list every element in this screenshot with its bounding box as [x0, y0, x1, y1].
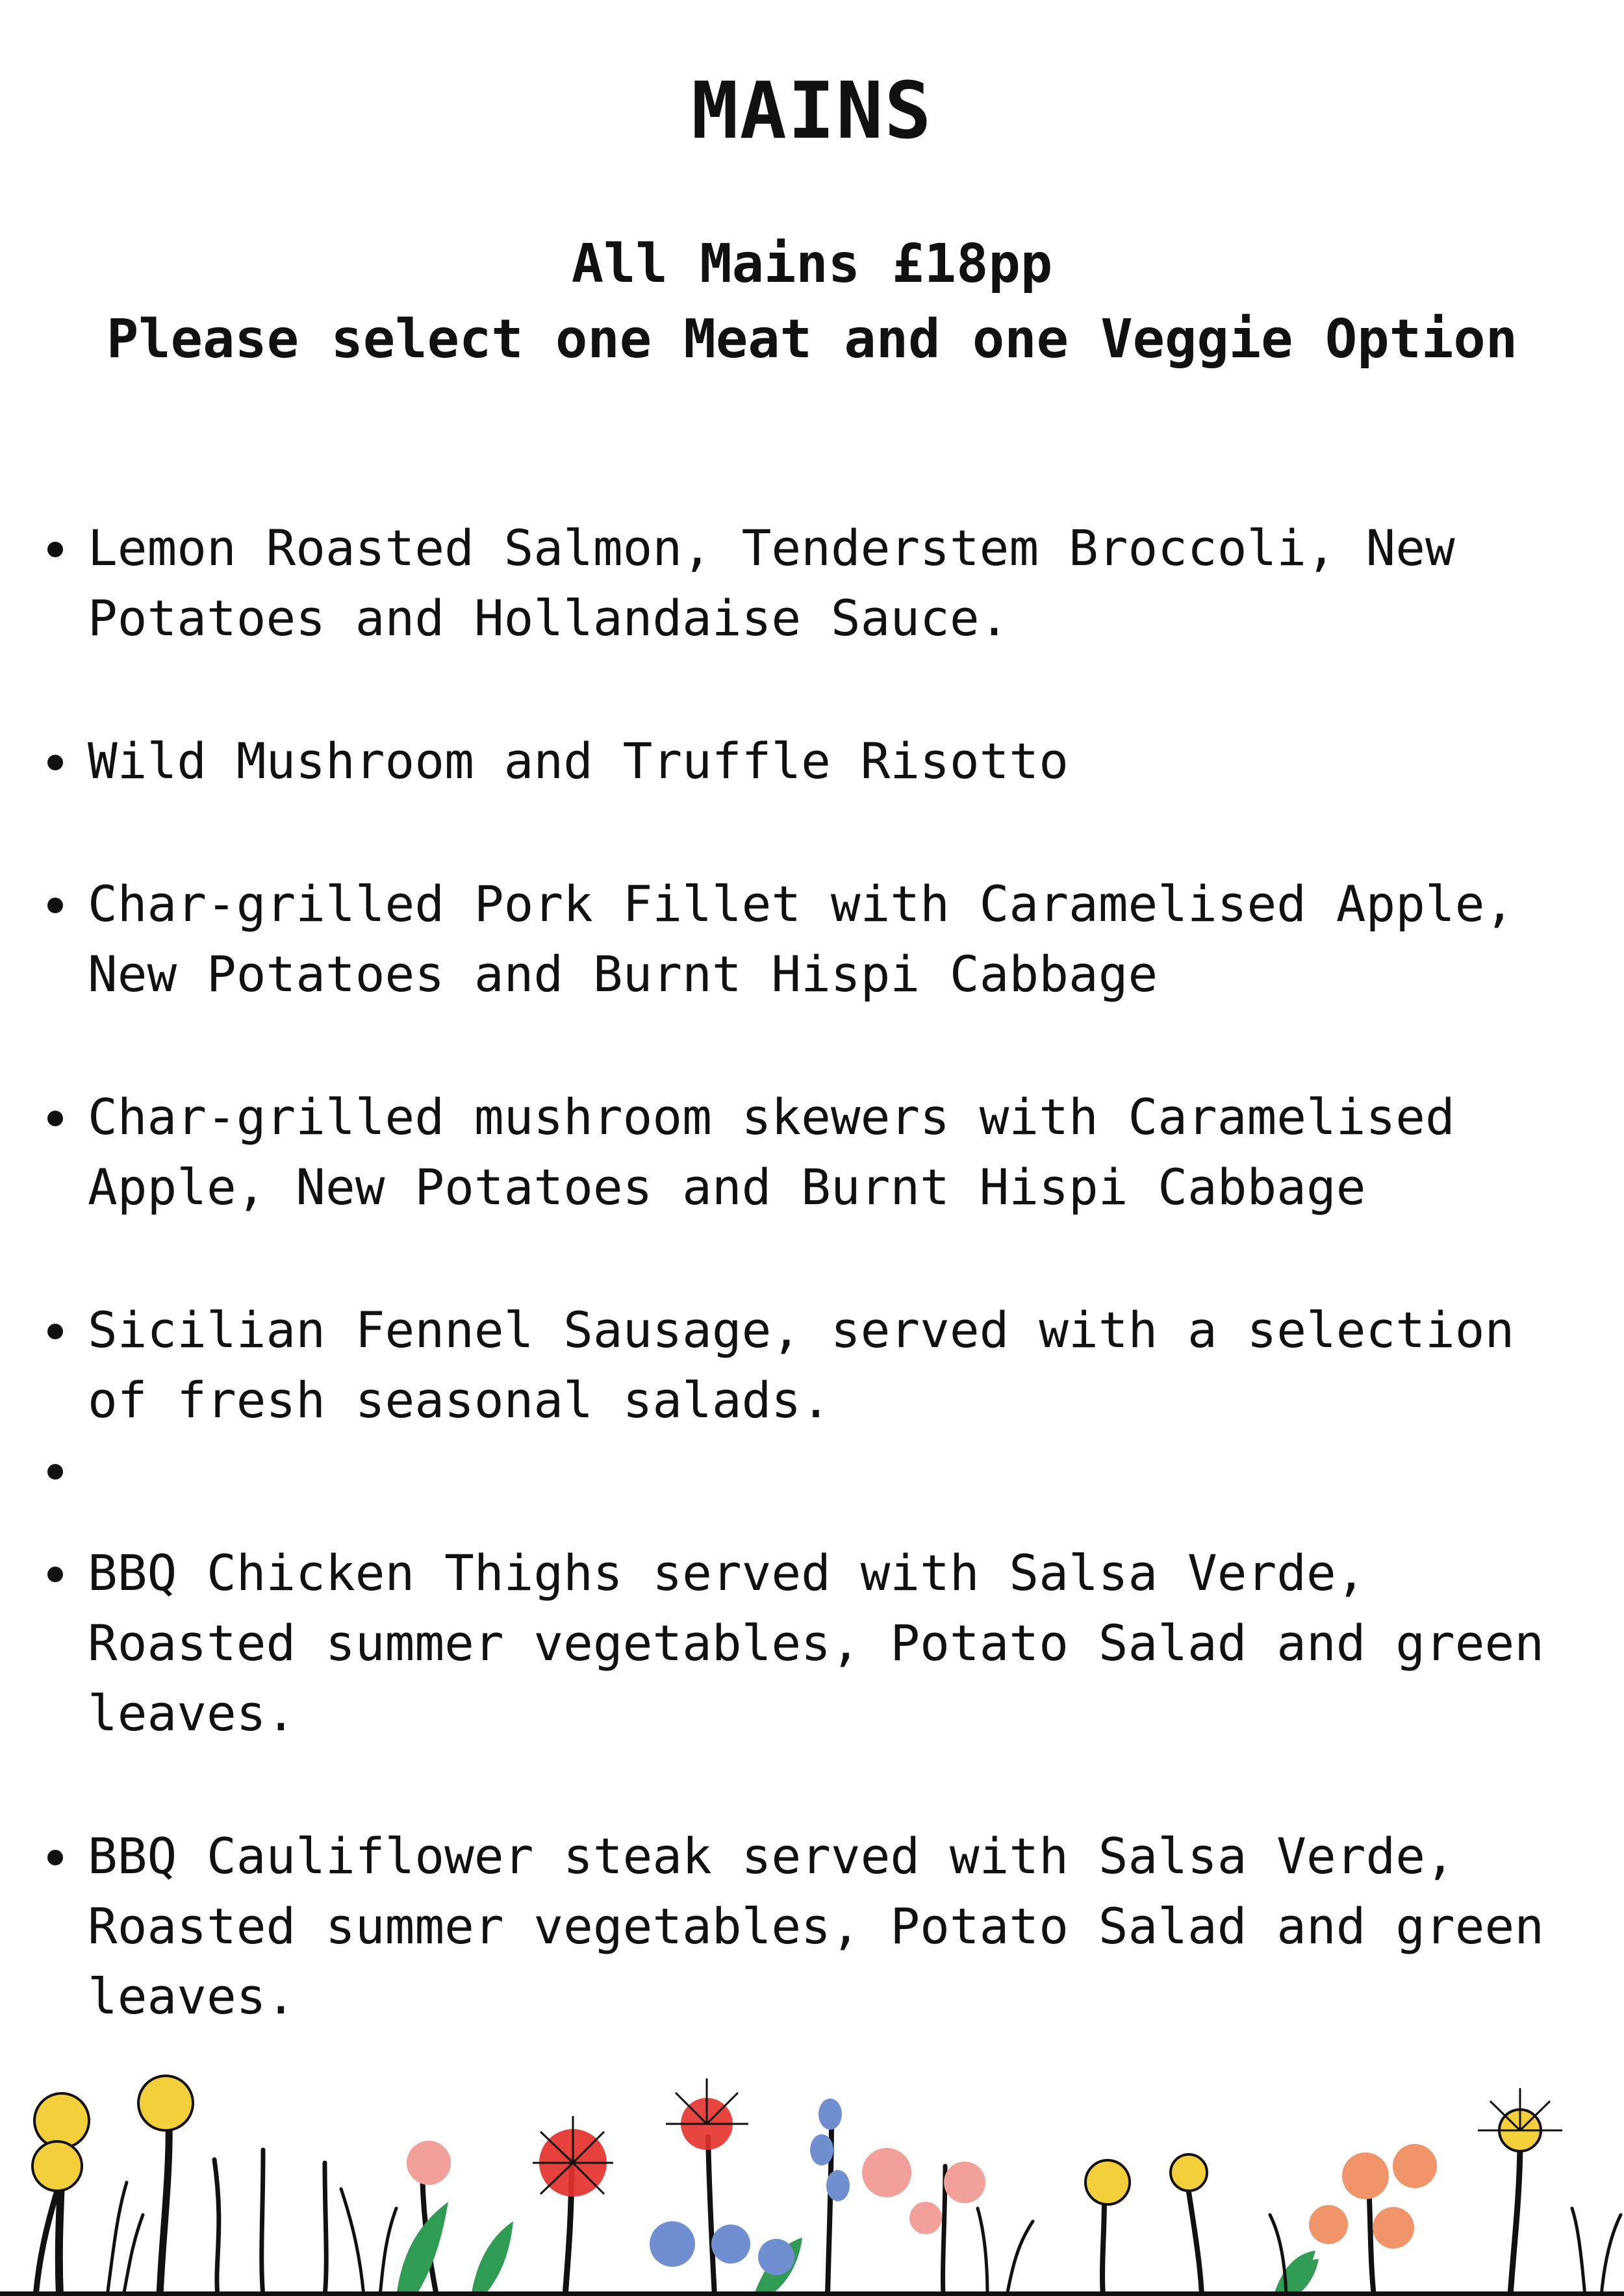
- price-subtitle: All Mains £18pp: [571, 233, 1053, 295]
- menu-item: Sicilian Fennel Sausage, served with a selection of fresh seasonal salads.: [88, 1295, 1595, 1435]
- empty-menu-item: [88, 1435, 1595, 1506]
- menu-item: BBQ Cauliflower steak served with Salsa Verde, Roasted summer vegetables, Potato Salad and green leaves.: [88, 1821, 1595, 2032]
- menu-item: Char-grilled Pork Fillet with Caramelised Apple, New Potatoes and Burnt Hispi Cabbage: [88, 869, 1595, 1009]
- pink-orange-flower-heads: [862, 2144, 1437, 2249]
- blue-flower-heads: [650, 2099, 850, 2275]
- menu-item: Lemon Roasted Salmon, Tenderstem Broccoli, New Potatoes and Hollandaise Sauce.: [88, 513, 1595, 653]
- yellow-flower-heads: [32, 2076, 1541, 2204]
- ground-line: [0, 2291, 1624, 2296]
- menu-item: BBQ Chicken Thighs served with Salsa Verde, Roasted summer vegetables, Potato Salad and green leaves.: [88, 1538, 1595, 1748]
- menu-item: Char-grilled mushroom skewers with Caramelised Apple, New Potatoes and Burnt Hispi Cabbage: [88, 1082, 1595, 1222]
- selection-instruction: Please select one Meat and one Veggie Option: [106, 309, 1518, 370]
- menu-item: Wild Mushroom and Truffle Risotto: [88, 726, 1595, 796]
- green-leaves: [396, 2202, 1319, 2296]
- page-title: MAINS: [691, 66, 933, 157]
- wildflower-border-illustration: [0, 2065, 1624, 2296]
- mains-list: [88, 513, 1595, 2032]
